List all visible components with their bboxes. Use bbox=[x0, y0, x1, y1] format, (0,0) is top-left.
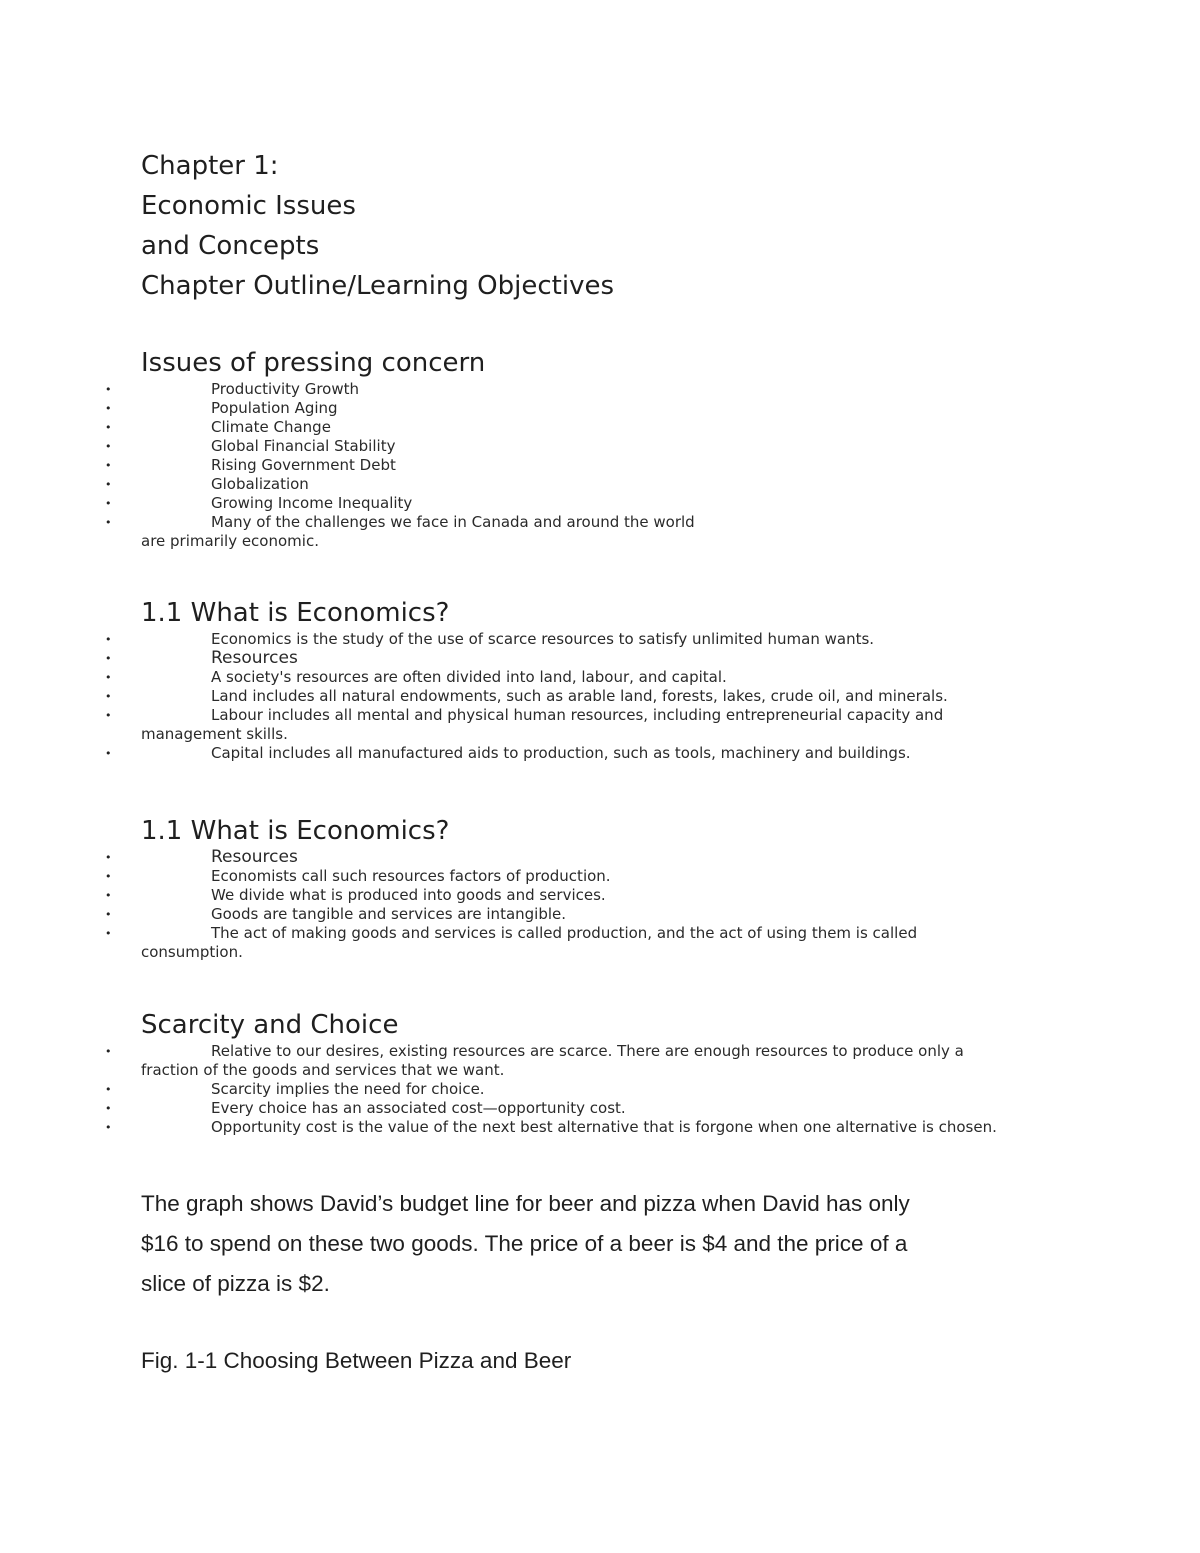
list-item: • Many of the challenges we face in Canada and around the world are primarily economic. bbox=[105, 513, 695, 550]
list-item: • Economics is the study of the use of scarce resources to satisfy unlimited human wants. bbox=[105, 630, 875, 648]
list-item: • Rising Government Debt bbox=[105, 456, 396, 474]
list-item: • Capital includes all manufactured aids to production, such as tools, machinery and buildings. bbox=[105, 744, 911, 762]
bullet-icon: • bbox=[105, 671, 112, 684]
section-scarcity-and-choice bbox=[0, 1008, 1200, 1137]
chapter-title-line-3: and Concepts bbox=[141, 231, 320, 261]
list-item: • Population Aging bbox=[105, 399, 338, 417]
bullet-icon: • bbox=[105, 459, 112, 472]
list-item: • We divide what is produced into goods and services. bbox=[105, 886, 606, 904]
bullet-list bbox=[0, 1042, 1200, 1137]
list-item: • Productivity Growth bbox=[105, 380, 359, 398]
chapter-title-line-1: Chapter 1: bbox=[141, 151, 279, 181]
list-item: • Labour includes all mental and physical human resources, including entrepreneurial capacity and management skills. bbox=[105, 706, 944, 743]
bullet-icon: • bbox=[105, 383, 112, 396]
bullet-icon: • bbox=[105, 440, 112, 453]
bullet-icon: • bbox=[105, 851, 112, 864]
list-item: • Scarcity implies the need for choice. bbox=[105, 1080, 485, 1098]
chapter-title-line-2: Economic Issues bbox=[141, 191, 356, 221]
list-item: • Resources bbox=[105, 847, 298, 867]
section-heading: Scarcity and Choice bbox=[141, 1010, 399, 1040]
paragraph-line: slice of pizza is $2. bbox=[141, 1271, 330, 1296]
paragraph-line: The graph shows David’s budget line for beer and pizza when David has only bbox=[141, 1191, 910, 1216]
bullet-list bbox=[0, 630, 1200, 763]
bullet-icon: • bbox=[105, 1102, 112, 1115]
list-item: • Every choice has an associated cost—opportunity cost. bbox=[105, 1099, 626, 1117]
list-item: • A society's resources are often divided into land, labour, and capital. bbox=[105, 668, 727, 686]
section-what-is-economics-1 bbox=[0, 596, 1200, 763]
list-item: • Economists call such resources factors of production. bbox=[105, 867, 611, 885]
chapter-title-block bbox=[141, 146, 1041, 306]
list-item: • Global Financial Stability bbox=[105, 437, 396, 455]
list-item: • Globalization bbox=[105, 475, 309, 493]
section-heading: 1.1 What is Economics? bbox=[141, 598, 450, 628]
bullet-icon: • bbox=[105, 402, 112, 415]
bullet-icon: • bbox=[105, 516, 112, 529]
bullet-icon: • bbox=[105, 478, 112, 491]
figure-caption: Fig. 1-1 Choosing Between Pizza and Beer bbox=[141, 1348, 572, 1373]
budget-line-paragraph bbox=[141, 1184, 1081, 1304]
section-issues bbox=[0, 346, 1200, 551]
section-what-is-economics-2 bbox=[0, 814, 1200, 962]
chapter-subtitle: Chapter Outline/Learning Objectives bbox=[141, 271, 615, 301]
list-item: • The act of making goods and services is called production, and the act of using them is called consumption. bbox=[105, 924, 918, 961]
list-item: • Goods are tangible and services are intangible. bbox=[105, 905, 567, 923]
bullet-icon: • bbox=[105, 889, 112, 902]
bullet-icon: • bbox=[105, 747, 112, 760]
bullet-icon: • bbox=[105, 908, 112, 921]
list-item: • Climate Change bbox=[105, 418, 331, 436]
bullet-icon: • bbox=[105, 1045, 112, 1058]
bullet-icon: • bbox=[105, 690, 112, 703]
list-item: • Resources bbox=[105, 648, 298, 668]
bullet-icon: • bbox=[105, 870, 112, 883]
section-heading: Issues of pressing concern bbox=[141, 348, 486, 378]
bullet-icon: • bbox=[105, 652, 112, 665]
list-item: • Relative to our desires, existing resources are scarce. There are enough resources to produce only a fraction of the goods and services that we want. bbox=[105, 1042, 964, 1079]
bullet-list bbox=[0, 848, 1200, 962]
bullet-icon: • bbox=[105, 1083, 112, 1096]
bullet-icon: • bbox=[105, 709, 112, 722]
list-item: • Opportunity cost is the value of the next best alternative that is forgone when one alternative is chosen. bbox=[105, 1118, 997, 1136]
bullet-icon: • bbox=[105, 927, 112, 940]
list-item: • Growing Income Inequality bbox=[105, 494, 413, 512]
list-item: • Land includes all natural endowments, such as arable land, forests, lakes, crude oil, and minerals. bbox=[105, 687, 948, 705]
paragraph-line: $16 to spend on these two goods. The price of a beer is $4 and the price of a bbox=[141, 1231, 908, 1256]
section-heading: 1.1 What is Economics? bbox=[141, 816, 450, 846]
bullet-icon: • bbox=[105, 633, 112, 646]
bullet-icon: • bbox=[105, 421, 112, 434]
bullet-icon: • bbox=[105, 1121, 112, 1134]
bullet-icon: • bbox=[105, 497, 112, 510]
bullet-list bbox=[0, 380, 1200, 551]
